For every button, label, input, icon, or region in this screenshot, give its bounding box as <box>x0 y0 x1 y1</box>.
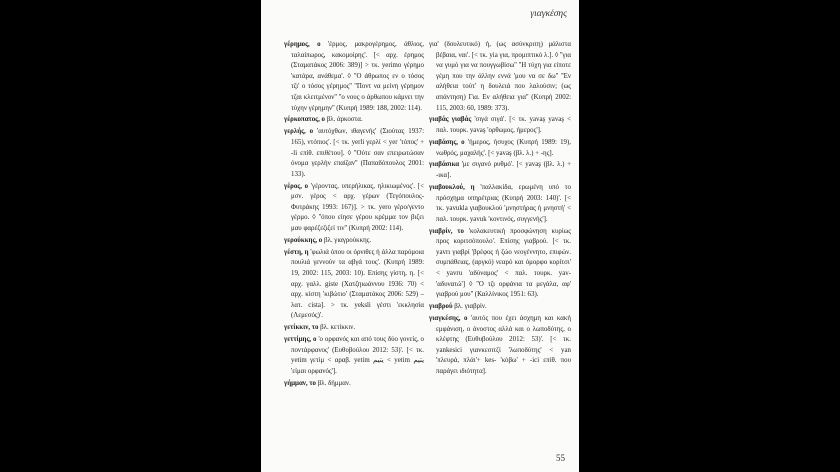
dictionary-entry <box>429 138 571 159</box>
entry-definition: βλ. άρκοστα. <box>326 116 363 124</box>
entry-headword: γιαβρού <box>429 303 453 311</box>
entry-definition: 'ήμερος, ήσυχος (Κυπρή 1989: 19), νωθρός, μαχαλής'. [< yavaş (βλ. λ.) + -ης]. <box>436 138 572 157</box>
entry-headword: γιαβάσικα <box>429 161 460 169</box>
dictionary-entry <box>284 127 424 180</box>
entry-definition: βλ. γιαβρίν. <box>454 303 487 311</box>
dictionary-entry <box>284 115 424 126</box>
entry-definition: 'έρμος, μακρογέρημος, άθλιος, ταλαίπωρος, κακομοίρης'. [< αρχ. έρημος (Σταματάκος 2006: 389)] > τκ. yerimo γέρημο 'κατάρα, ανάθεμα'. ◊ ''Ο άθρωπος εν ο τόσος τζι' ο τόσος γέρημος'' ''Ποντ να μείνη γέρημον τζαι κλειτμένον'' ''ο νους ο άρθωπου κάμνει την τύχην γέρημην'' (Κυπρή 1989: 188, 2002: 114). <box>291 41 424 112</box>
dictionary-entry <box>284 323 424 334</box>
entry-headword: γιαβάς γιαβάς <box>429 116 472 124</box>
entry-headword: γιαβρίν, το <box>429 227 464 235</box>
dictionary-entry <box>284 379 424 390</box>
dictionary-entry <box>284 335 424 377</box>
entry-headword: γιαβουκλού, η <box>429 183 475 191</box>
entry-headword: γέρημος, ο <box>284 41 321 48</box>
entry-headword: γεττίμης, ο <box>284 336 317 344</box>
dictionary-entry <box>429 40 571 114</box>
entry-definition: 'αυτόχθων, ιθαγενής' (Σιούτας 1937: 165), ντόπιος'. [< τκ. yerli γερλί < yer 'τόπος' + -li επίθ. επιθέτου]. ◊ ''Ούτε σαν επειρωτώσαν όνομα γερλήν επαίζαν'' (Παπαδόπουλος 2001: 133). <box>291 128 424 178</box>
dictionary-page <box>261 0 579 472</box>
entry-definition: βλ. γιαγρούκκης. <box>323 236 372 244</box>
right-column <box>429 40 571 379</box>
dictionary-entry <box>429 115 571 136</box>
entry-definition: 'αυτός που έχει άσχημη και κακή εμφάνιση, ο άνοστος αλλά και ο λωποδύτης, ο κλέφτης (Ευθυβούλου 2012: 53)'. [< τκ. yankesici γιανκεσιτζί 'λωποδύτης' < yan 'πλευρά, πλάι'+ kes- 'κόβω' + -ici επίθ. που παράγει ιδιότητα]. <box>436 314 571 375</box>
entry-definition: βλ. δήμμαν. <box>317 379 351 387</box>
entry-definition: 'ο ορφανός και από τους δύο γονείς, ο ποντάρφανος' (Ευθυβούλου 2012: 53)'. [< τκ. yetim γετίμ < αραβ. yetim يتيم < yetim يتيم 'είμαι ορφανός']. <box>291 336 424 375</box>
dictionary-entry <box>284 40 424 114</box>
entry-headword: γέστη, η <box>284 248 309 256</box>
dictionary-entry <box>429 314 571 378</box>
entry-definition: 'σιγά σιγά'. [< τκ. yavaş yavaş < παλ. τουρκ. yavaş 'ορθωμος, ήμερος']. <box>436 116 571 135</box>
entry-headword: γήμμαν, το <box>284 379 316 387</box>
running-header: γιαγκέσης <box>530 9 567 19</box>
entry-headword: γερλής, ο <box>284 128 314 136</box>
entry-definition: 'παλλακίδα, ερωμένη υπό το πρόσχημα υπηρέτριας (Κυπρή 2003: 140)'. [< τκ. yavukla γιαβουκλού 'μνηστήρας ή μνηστή' < παλ. τουρκ. yavuk 'κοντινός, συγγενής']. <box>436 183 571 223</box>
entry-definition: βλ. κετίκκιν. <box>320 324 356 332</box>
dictionary-entry <box>429 160 571 181</box>
entry-headword: γέρκοπατος, ο <box>284 116 325 124</box>
entry-headword: γετίκκιν, το <box>284 324 319 332</box>
entry-definition: 'με σιγανό ρυθμό'. [< yavaş (βλ. λ.) + -ικα]. <box>436 161 571 180</box>
dictionary-entry <box>429 227 571 301</box>
dictionary-entry <box>429 302 571 313</box>
left-column <box>284 40 424 391</box>
dictionary-entry <box>284 248 424 322</box>
entry-definition: 'φωλιά όπου οι όρνιθες ή άλλα παρόμοια πουλιά γεννούν τα αβγά τους'. (Κυπρή 1989: 19, 2002: 115, 2003: 10). Επίσης γίστη, η. [< αρχ. γαλλ. giste (Χατζηιωάννου 1936: 70) < αρχ. κίστη 'κιβώτιο' (Σταματάκος 2006: 529) – λατ. cista]. > τκ. yeksli γέστι 'εκκλησία (Λεμεσός)'. <box>291 248 424 320</box>
entry-headword: γερούκκης, ο <box>284 236 323 244</box>
entry-headword: γιαγκέσης, ο <box>429 314 468 322</box>
entry-headword: γέρος, ο <box>284 182 309 190</box>
dictionary-entry <box>284 182 424 235</box>
page-number: 55 <box>556 453 565 463</box>
entry-definition: για' (δουλευτικό) ή, (ως ασύνκριτη) μάλιστα βέβαια, ναι'. [< τκ. yia για, προμιπτικό λ.]. ◊ ''για να γυμό για να πουγγωβίσω'' ''Η τύχη για είποτε γέμη που την άλλην εννά 'μου να σε δω'' ''Εν αλήθεια τούτ' η δουλειά που λαλούσιν; (ως απάντηση) Για. Εν αλήθεια για'' (Κυπρή 2002: 115, 2003: 60, 1989: 373). <box>429 41 571 112</box>
dictionary-entry <box>284 236 424 247</box>
entry-definition: 'γέροντας, υπερήλικας, ηλικιωμένος'. [< μσν. γέρος < αρχ. γέρων (Τεγόπουλος-Φυτράκης 1993: 167)]. > τκ. yero γέρο/γεντο γέρμο. ◊ ''όπου είησε γέρου κρέμμα τον βιζει μαυ φαρέζεζιζεί τιν'' (Κυπρή 2002: 114). <box>291 182 424 232</box>
entry-headword: γιαβάσης, ο <box>429 138 465 146</box>
entry-definition: 'κολακευτική προσφώνηση κυρίως προς κοριτσόπουλο'. Επίσης γιαβρού. [< τκ. yavrı γιαβρί 'βρέφος ή ζώο νεογέννητο, επιφών. συμπάθειας, (αργκό) νεαρό και όμορφο κορίτσι' < yavru 'αδύναμος' < παλ. τουρκ. yav- 'αδυνατώ'] ◊ ''Ο τζι ορφάνια τα μεγάλα, αφ' γιαβρού μου'' (Καλλίνικος 1951: 63). <box>436 227 571 299</box>
dictionary-entry <box>429 183 571 225</box>
